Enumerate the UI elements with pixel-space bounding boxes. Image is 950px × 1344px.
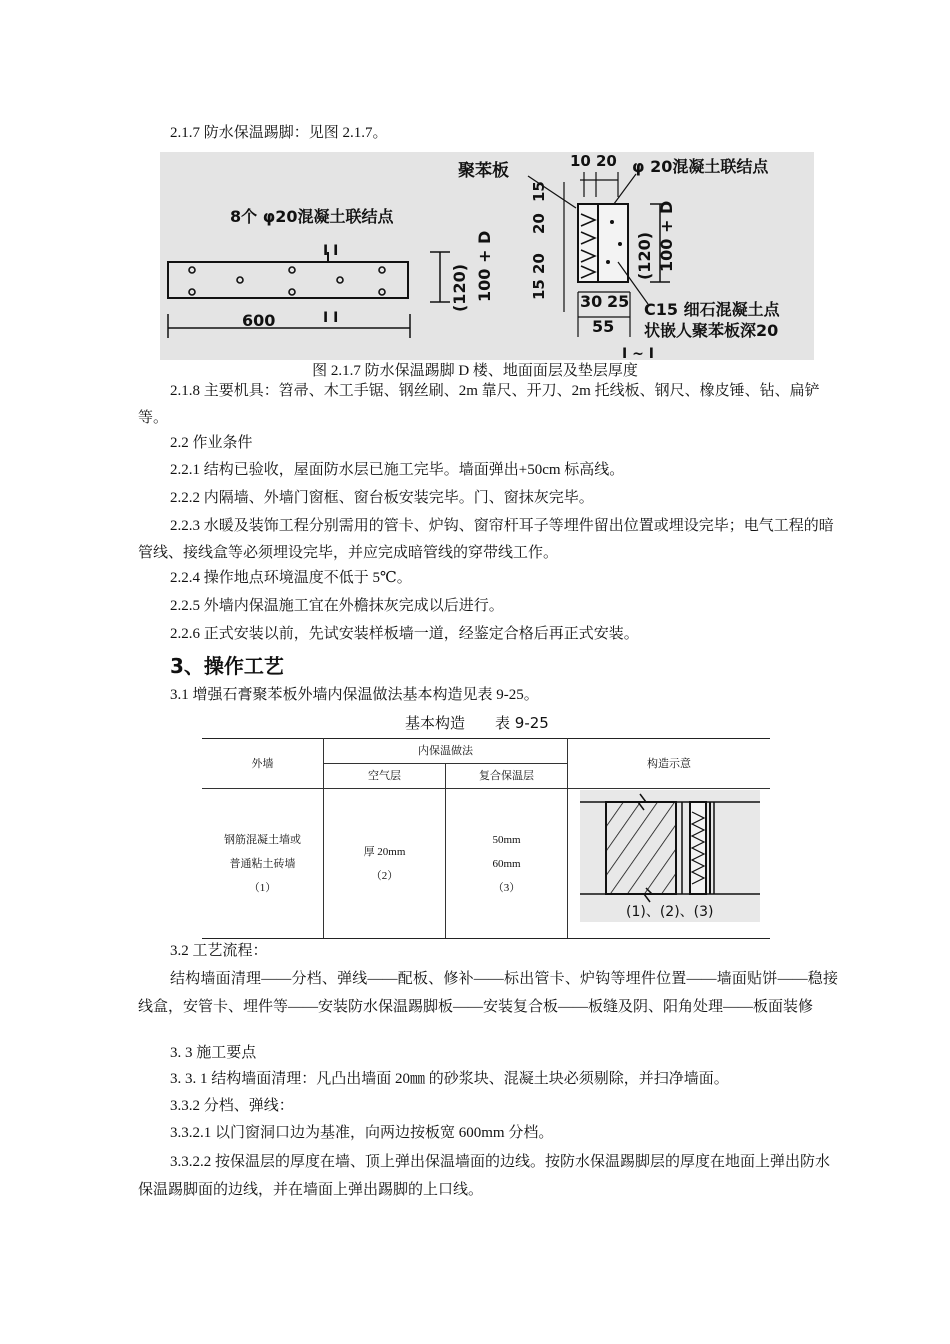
para-2-1-7: 2.1.7 防水保温踢脚：见图 2.1.7。 [170,125,388,141]
th-air: 空气层 [324,764,446,789]
wall-hatch [606,802,676,894]
cell-wall: 钢筋混凝土墙或 普通粘土砖墙 （1） [202,789,324,939]
para-3-3-1: 3. 3. 1 结构墙面清理：凡凸出墙面 20㎜ 的砂浆块、混凝土块必须剔除，并扫净墙面。 [170,1071,729,1087]
para-2-1-8: 2.1.8 主要机具：笤帚、木工手锯、钢丝刷、2m 靠尺、开刀、2m 托线板、钢尺、橡皮锤、钻、扁铲等。 [138,383,820,426]
fig-label-node-right: φ 20混凝土联结点 [632,157,769,176]
cell-composite: 50mm 60mm （3） [446,789,568,939]
construction-table [202,738,770,939]
fig-dim-15a: 15 [530,181,548,202]
th-composite: 复合保温层 [446,764,568,789]
fig-dim-25: 25 [607,292,630,311]
para-2-2-2: 2.2.2 内隔墙、外墙门窗框、窗台板安装完毕。门、窗抹灰完毕。 [170,490,594,506]
table-title-number: 表 9-25 [495,714,549,732]
fig-dim-20c: 20 [530,253,548,274]
th-diagram: 构造示意 [568,739,771,789]
figure-baseboard [160,152,814,360]
heading-3: 3、操作工艺 [170,654,284,678]
fig-label-i-top: I I [323,243,339,259]
table-title-name: 基本构造 [405,714,466,732]
para-flow: 结构墙面清理——分档、弹线——配板、修补——标出管卡、炉钩等埋件位置——墙面贴饼——稳接线盒，安管卡、埋件等——安装防水保温踢脚板——安装复合板——板缝及阴、阳角处理——板面装修 [138,971,838,1015]
table-title [405,712,579,733]
fig-label-nodes: 8个 φ20混凝土联结点 [230,207,394,226]
para-3-2: 3.2 工艺流程： [170,943,268,959]
fig-dim-30: 30 [580,292,603,311]
fig-board-foam [578,204,598,282]
fig-dim-120: (120) [450,263,469,312]
para-2-2-6: 2.2.6 正式安装以前，先试安装样板墙一道，经鉴定合格后再正式安装。 [170,626,639,642]
fig-board-left [168,262,408,298]
figure-caption: 图 2.1.7 防水保温踢脚 D 楼、地面面层及垫层厚度 [312,363,638,379]
fig-label-c15-1: C15 细石混凝土点 [644,300,780,319]
para-3-3: 3. 3 施工要点 [170,1045,257,1061]
fig-label-c15-2: 状嵌人聚苯板深20 [644,321,779,340]
th-wall: 外墙 [202,739,324,789]
fig-dim-120b: (120) [635,231,654,280]
para-2-2-5: 2.2.5 外墙内保温施工宜在外檐抹灰完成以后进行。 [170,598,504,614]
diagram-label: (1)、(2)、(3) [626,904,714,920]
fig-label-board: 聚苯板 [458,161,509,181]
cell-air: 厚 20mm （2） [324,789,446,939]
para-3-3-2: 3.3.2 分档、弹线： [170,1098,294,1114]
para-3-3-2-2: 3.3.2.2 按保温层的厚度在墙、顶上弹出保温墙面的边线。按防水保温踢脚层的厚度在地面上弹出防水保温踢脚面的边线，并在墙面上弹出踢脚的上口线。 [138,1154,831,1198]
fig-dim-15b: 15 [530,279,548,300]
fig-label-section: I ~ I [622,346,654,360]
para-2-2: 2.2 作业条件 [170,435,253,451]
para-3-3-2-1: 3.3.2.1 以门窗洞口边为基准，向两边按板宽 600mm 分档。 [170,1125,554,1141]
fig-dim-20a: 20 [596,152,617,170]
fig-dim-20b: 20 [530,213,548,234]
fig-dim-55: 55 [592,317,615,336]
th-method: 内保温做法 [324,739,568,764]
cell-diagram [568,789,771,939]
wall-section-diagram [580,790,760,922]
fig-node-dots [189,267,385,295]
fig-label-i-bottom: I I [323,310,339,326]
para-3-1: 3.1 增强石膏聚苯板外墙内保温做法基本构造见表 9-25。 [170,687,539,703]
para-2-2-1: 2.2.1 结构已验收，屋面防水层已施工完毕。墙面弹出+50cm 标高线。 [170,462,625,478]
fig-dim-600: 600 [242,311,276,330]
baseboard-drawing [160,152,814,360]
fig-dim-10: 10 [570,152,591,170]
fig-dim-100d: 100 + D [475,230,494,302]
para-2-2-4: 2.2.4 操作地点环境温度不低于 5℃。 [170,570,412,586]
para-2-2-3: 2.2.3 水暖及装饰工程分别需用的管卡、炉钩、窗帘杆耳子等埋件留出位置或埋设完毕；电气工程的暗管线、接线盒等必须埋设完毕，并应完成暗管线的穿带线工作。 [138,518,834,561]
fig-dim-100d-b: 100 + D [657,200,676,272]
